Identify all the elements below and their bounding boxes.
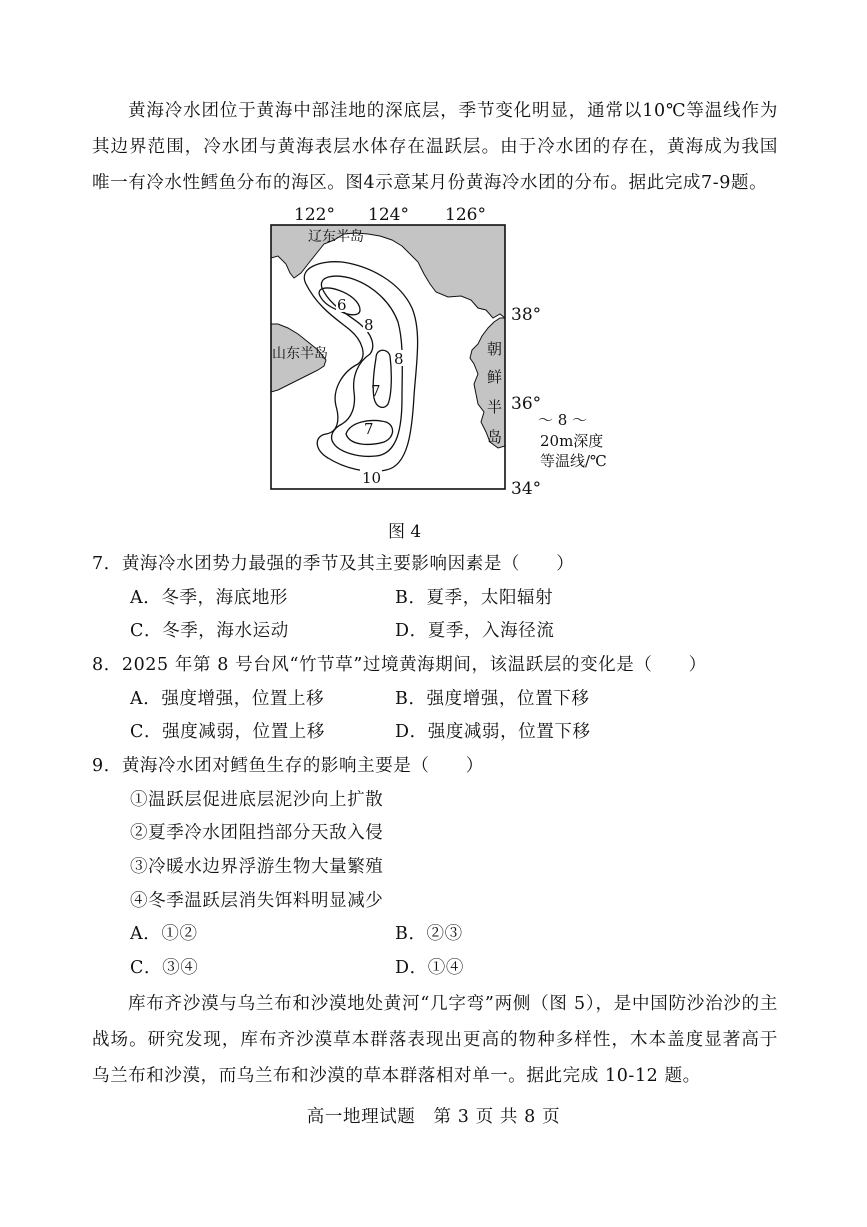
isotherm-label-8b: 8 <box>394 350 404 368</box>
question-8-stem: 8．2025 年第 8 号台风“竹节草”过境黄海期间，该温跃层的变化是（ ） <box>92 655 707 675</box>
korea-label-1: 朝 <box>487 340 503 358</box>
isotherm-label-7a: 7 <box>371 382 381 400</box>
question-9-statement-4: ④冬季温跃层消失饵料明显减少 <box>130 891 384 911</box>
korea-label-3: 半 <box>487 398 503 416</box>
question-9-option-c[interactable]: C．③④ <box>130 958 199 978</box>
question-8-option-a[interactable]: A．强度增强，位置上移 <box>130 689 325 709</box>
isotherm-label-6: 6 <box>337 296 347 314</box>
latitude-label-38: 38° <box>511 305 542 325</box>
question-9-statement-1: ①温跃层促进底层泥沙向上扩散 <box>130 790 384 810</box>
latitude-label-36: 36° <box>511 394 542 414</box>
latitude-label-34: 34° <box>511 479 542 499</box>
question-9-option-a[interactable]: A．①② <box>130 924 198 944</box>
question-8-option-d[interactable]: D．强度减弱，位置下移 <box>395 722 591 742</box>
shandong-label: 山东半岛 <box>272 346 328 362</box>
longitude-label-122: 122° <box>294 205 335 225</box>
korea-label-2: 鲜 <box>487 368 503 386</box>
korea-label-4: 岛 <box>487 428 503 446</box>
question-7-option-b[interactable]: B．夏季，太阳辐射 <box>395 588 554 608</box>
question-9-option-b[interactable]: B．②③ <box>395 924 463 944</box>
legend-unit: 等温线/℃ <box>540 452 607 470</box>
longitude-label-126: 126° <box>445 205 486 225</box>
isotherm-label-10: 10 <box>362 469 382 487</box>
question-8-option-b[interactable]: B．强度增强，位置下移 <box>395 689 590 709</box>
intro-paragraph: 黄海冷水团位于黄海中部洼地的深底层，季节变化明显，通常以10℃等温线作为其边界范围，冷水团与黄海表层水体存在温跃层。由于冷水团的存在，黄海成为我国唯一有冷水性鳕鱼分布的海区。图4示意某月份黄海冷水团的分布。据此完成7-9题。 <box>92 101 778 193</box>
question-8-option-c[interactable]: C．强度减弱，位置上移 <box>130 722 325 742</box>
question-9-option-d[interactable]: D．①④ <box>395 958 464 978</box>
liaodong-label: 辽东半岛 <box>308 229 364 245</box>
question-9-statement-3: ③冷暖水边界浮游生物大量繁殖 <box>130 857 384 877</box>
question-7-option-c[interactable]: C．冬季，海水运动 <box>130 621 289 641</box>
isotherm-8 <box>321 276 402 456</box>
longitude-label-124: 124° <box>368 205 409 225</box>
legend-symbol: ～ 8 ～ <box>538 411 588 429</box>
legend-depth: 20m深度 <box>540 432 604 450</box>
page-footer: 高一地理试题 第 3 页 共 8 页 <box>306 1107 561 1127</box>
question-7-stem: 7．黄海冷水团势力最强的季节及其主要影响因素是（ ） <box>92 554 575 574</box>
isotherm-label-7b: 7 <box>364 420 374 438</box>
question-9-stem: 9．黄海冷水团对鳕鱼生存的影响主要是（ ） <box>92 756 484 776</box>
question-7-option-d[interactable]: D．夏季，入海径流 <box>395 621 555 641</box>
question-7-option-a[interactable]: A．冬季，海底地形 <box>130 588 289 608</box>
question-9-statement-2: ②夏季冷水团阻挡部分天敌入侵 <box>130 823 384 843</box>
figure-caption: 图 4 <box>388 522 422 542</box>
next-section-paragraph: 库布齐沙漠与乌兰布和沙漠地处黄河“几字弯”两侧（图 5），是中国防沙治沙的主战场。研究发现，库布齐沙漠草本群落表现出更高的物种多样性，木本盖度显著高于乌兰布和沙漠，而乌兰布和沙漠的草本群落相对单一。据此完成 10-12 题。 <box>92 994 778 1086</box>
yellow-sea-cold-water-map <box>238 196 658 506</box>
isotherm-label-8a: 8 <box>364 316 374 334</box>
